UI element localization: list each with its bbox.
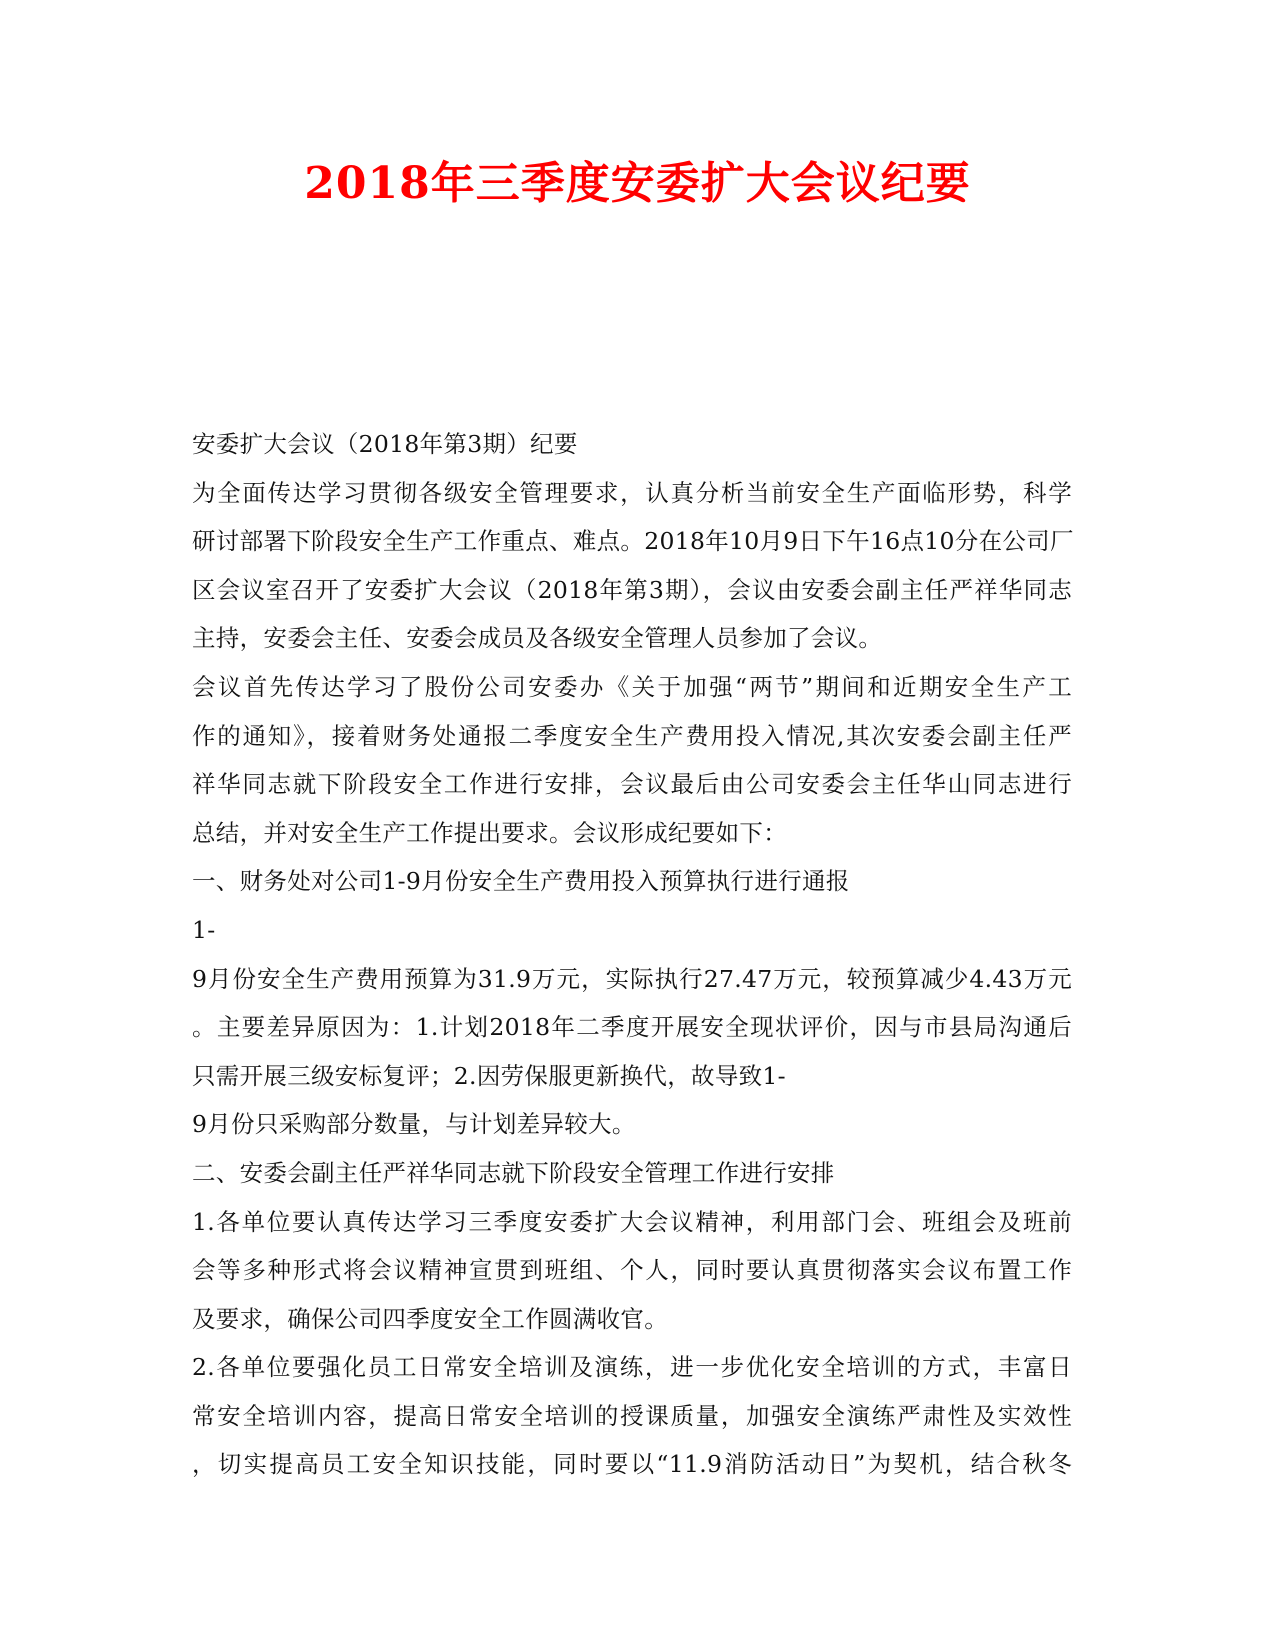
body-line: 二、安委会副主任严祥华同志就下阶段安全管理工作进行安排 bbox=[192, 1158, 835, 1187]
body-line: 为全面传达学习贯彻各级安全管理要求，认真分析当前安全生产面临形势，科学 bbox=[192, 478, 1072, 507]
body-line: 安委扩大会议（2018年第3期）纪要 bbox=[192, 430, 578, 458]
body-line: 。主要差异原因为：1.计划2018年二季度开展安全现状评价，因与市县局沟通后 bbox=[192, 1013, 1072, 1042]
body-line: 祥华同志就下阶段安全工作进行安排，会议最后由公司安委会主任华山同志进行 bbox=[192, 770, 1072, 799]
body-line: 1- bbox=[192, 915, 216, 944]
body-line: 9月份安全生产费用预算为31.9万元，实际执行27.47万元，较预算减少4.43万元 bbox=[192, 964, 1072, 993]
body-line: 1.各单位要认真传达学习三季度安委扩大会议精神，利用部门会、班组会及班前 bbox=[192, 1207, 1072, 1236]
body-line: ，切实提高员工安全知识技能，同时要以“11.9消防活动日”为契机，结合秋冬 bbox=[192, 1450, 1072, 1479]
body-line: 只需开展三级安标复评；2.因劳保服更新换代，故导致1- bbox=[192, 1061, 786, 1090]
body-line: 作的通知》，接着财务处通报二季度安全生产费用投入情况,其次安委会副主任严 bbox=[192, 721, 1072, 750]
body-line: 总结，并对安全生产工作提出要求。会议形成纪要如下： bbox=[192, 818, 787, 847]
body-line: 常安全培训内容，提高日常安全培训的授课质量，加强安全演练严肃性及实效性 bbox=[192, 1401, 1072, 1430]
document-title: 2018年三季度安委扩大会议纪要 bbox=[304, 158, 971, 209]
body-line: 一、财务处对公司1-9月份安全生产费用投入预算执行进行通报 bbox=[192, 867, 850, 896]
body-line: 9月份只采购部分数量，与计划差异较大。 bbox=[192, 1110, 636, 1139]
body-line: 会等多种形式将会议精神宣贯到班组、个人，同时要认真贯彻落实会议布置工作 bbox=[192, 1256, 1072, 1285]
document-body bbox=[192, 420, 1072, 1489]
body-line: 及要求，确保公司四季度安全工作圆满收官。 bbox=[192, 1304, 668, 1333]
body-line: 会议首先传达学习了股份公司安委办《关于加强“两节”期间和近期安全生产工 bbox=[192, 672, 1072, 701]
body-line: 主持，安委会主任、安委会成员及各级安全管理人员参加了会议。 bbox=[192, 624, 883, 653]
body-line: 研讨部署下阶段安全生产工作重点、难点。2018年10月9日下午16点10分在公司厂 bbox=[192, 527, 1074, 556]
body-line: 区会议室召开了安委扩大会议（2018年第3期），会议由安委会副主任严祥华同志 bbox=[192, 575, 1072, 604]
body-line: 2.各单位要强化员工日常安全培训及演练，进一步优化安全培训的方式，丰富日 bbox=[192, 1353, 1072, 1382]
